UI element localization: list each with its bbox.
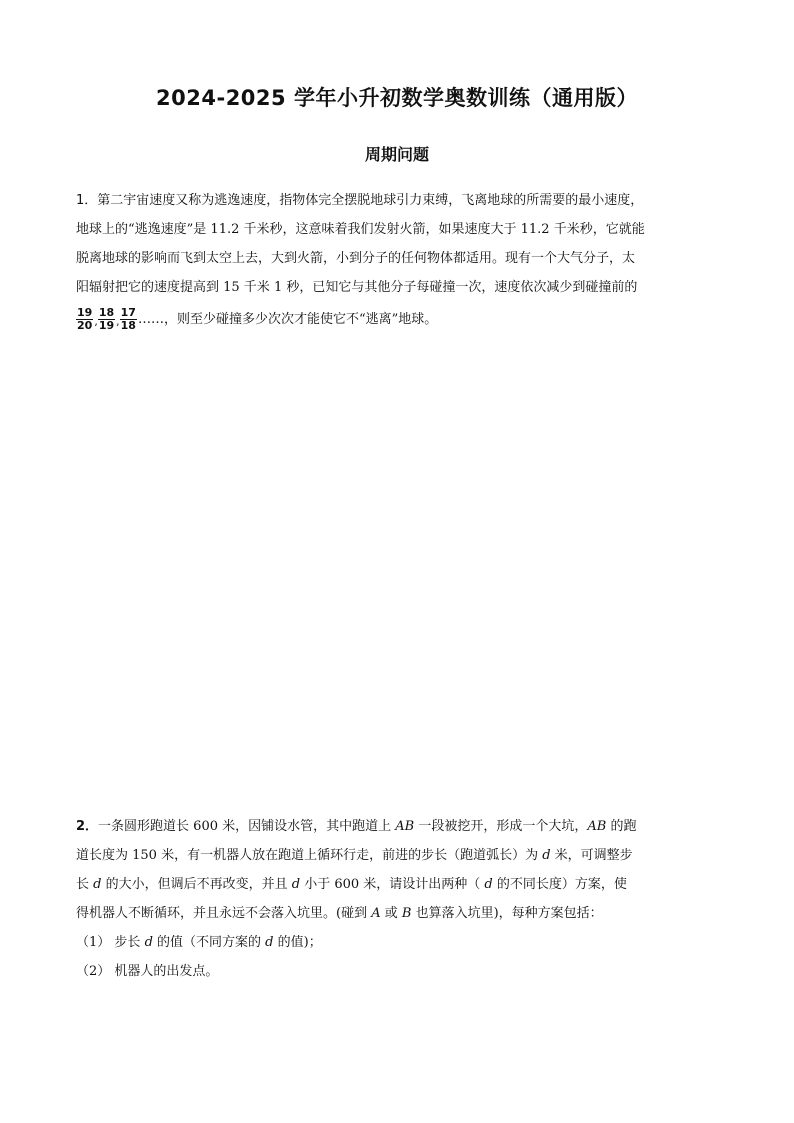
document-title: 2024-2025 学年小升初数学奥数训练（通用版）	[156, 86, 638, 110]
fraction: $\frac{19}{20}$	[77, 305, 93, 332]
question-1-line-4: 阳辐射把它的速度提高到 15 千米 1 秒，已知它与其他分子每碰撞一次，速度依次减少到碰撞前的	[76, 280, 638, 295]
question-1	[76, 186, 721, 336]
document-subtitle: 周期问题	[364, 145, 429, 164]
question-text: 第二宇宙速度又称为逃逸速度，指物体完全摆脱地球引力束缚，飞离地球的所需要的最小速度，	[97, 193, 644, 208]
question-text-tail: ……，则至少碰撞多少次次才能使它不“逃离”地球。	[137, 311, 438, 327]
question-2	[76, 812, 721, 986]
question-1-line-5: $\frac{19}{20}$ , $\frac{18}{19}$ , $\frac{17}{18}$ ……，则至少碰撞多少次次才能使它不“逃离”地球。	[77, 305, 438, 332]
question-2-line-4: 得机器人不断循环，并且永远不会落入坑里。(碰到 A 或 B 也算落入坑里)，每种方案包括：	[76, 906, 603, 921]
fraction: $\frac{17}{18}$	[120, 305, 136, 332]
question-1-line-3: 脱离地球的影响而飞到太空上去，大到火箭，小到分子的任何物体都适用。现有一个大气分子，太	[76, 251, 636, 266]
question-2-line-1: 2．一条圆形跑道长 600 米，因铺设水管，其中跑道上 AB 一段被挖开，形成一个大坑，AB 的跑	[76, 819, 637, 834]
question-number: 2．	[76, 819, 99, 834]
sub-item-1: （1） 步长 d 的值（不同方案的 d 的值)；	[76, 935, 322, 950]
question-2-line-3: 长 d 的大小，但调后不再改变，并且 d 小于 600 米，请设计出两种（ d 的不同长度）方案，使	[76, 877, 627, 892]
question-2-line-2: 道长度为 150 米，有一机器人放在跑道上循环行走，前进的步长（跑道弧长）为 d 米，可调整步	[76, 848, 633, 863]
fraction: $\frac{18}{19}$	[98, 305, 115, 332]
sub-item-label: （2）	[76, 964, 111, 979]
question-1-line-1	[76, 186, 721, 215]
question-1-line-2: 地球上的“逃逸速度”是 11.2 千米秒，这意味着我们发射火箭，如果速度大于 11.2 千米秒，它就能	[76, 222, 645, 237]
sub-item-2: （2） 机器人的出发点。	[76, 964, 219, 979]
sub-item-label: （1）	[76, 935, 111, 950]
question-number: 1．	[76, 193, 98, 208]
